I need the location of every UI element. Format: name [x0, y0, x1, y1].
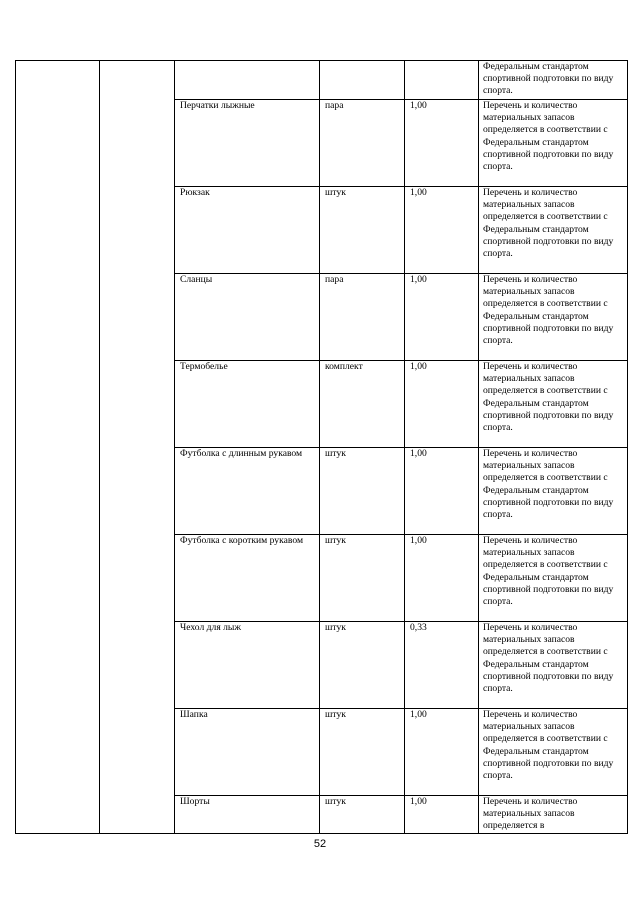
- table-row: [16, 61, 628, 100]
- unit-cell: комплект: [320, 361, 405, 448]
- quantity-cell: 1,00: [405, 100, 479, 187]
- item-name-cell: Сланцы: [175, 274, 320, 361]
- note-cell: Федеральным стандартом спортивной подготовки по виду спорта.: [479, 61, 628, 100]
- unit-cell: пара: [320, 100, 405, 187]
- item-name-cell: Шапка: [175, 709, 320, 796]
- unit-cell: штук: [320, 709, 405, 796]
- note-cell: Перечень и количество материальных запасов определяется в соответствии с Федеральным стандартом спортивной подготовки по виду спорта.: [479, 361, 628, 448]
- note-cell: Перечень и количество материальных запасов определяется в соответствии с Федеральным стандартом спортивной подготовки по виду спорта.: [479, 448, 628, 535]
- quantity-cell: 0,33: [405, 622, 479, 709]
- item-name-cell: Чехол для лыж: [175, 622, 320, 709]
- merged-cell-col1: [16, 61, 100, 834]
- quantity-cell: 1,00: [405, 796, 479, 834]
- item-name-cell: Рюкзак: [175, 187, 320, 274]
- note-cell: Перечень и количество материальных запасов определяется в соответствии с Федеральным стандартом спортивной подготовки по виду спорта.: [479, 622, 628, 709]
- item-name-cell: Термобелье: [175, 361, 320, 448]
- note-cell: Перечень и количество материальных запасов определяется в соответствии с Федеральным стандартом спортивной подготовки по виду спорта.: [479, 535, 628, 622]
- unit-cell: штук: [320, 187, 405, 274]
- quantity-cell: 1,00: [405, 448, 479, 535]
- merged-cell-col2: [100, 61, 175, 834]
- table-body: [16, 61, 628, 834]
- note-cell: Перечень и количество материальных запасов определяется в соответствии с Федеральным стандартом спортивной подготовки по виду спорта.: [479, 187, 628, 274]
- unit-cell: [320, 61, 405, 100]
- unit-cell: штук: [320, 622, 405, 709]
- item-name-cell: Футболка с коротким рукавом: [175, 535, 320, 622]
- quantity-cell: [405, 61, 479, 100]
- quantity-cell: 1,00: [405, 361, 479, 448]
- page-number: 52: [313, 838, 327, 850]
- unit-cell: пара: [320, 274, 405, 361]
- item-name-cell: Футболка с длинным рукавом: [175, 448, 320, 535]
- unit-cell: штук: [320, 448, 405, 535]
- unit-cell: штук: [320, 535, 405, 622]
- quantity-cell: 1,00: [405, 187, 479, 274]
- materials-table: [15, 60, 628, 834]
- unit-cell: штук: [320, 796, 405, 834]
- quantity-cell: 1,00: [405, 709, 479, 796]
- note-cell: Перечень и количество материальных запасов определяется в соответствии с Федеральным стандартом спортивной подготовки по виду спорта.: [479, 274, 628, 361]
- note-cell: Перечень и количество материальных запасов определяется в соответствии с Федеральным стандартом спортивной подготовки по виду спорта.: [479, 100, 628, 187]
- item-name-cell: [175, 61, 320, 100]
- item-name-cell: Шорты: [175, 796, 320, 834]
- quantity-cell: 1,00: [405, 274, 479, 361]
- item-name-cell: Перчатки лыжные: [175, 100, 320, 187]
- quantity-cell: 1,00: [405, 535, 479, 622]
- note-cell: Перечень и количество материальных запасов определяется в соответствии с Федеральным стандартом спортивной подготовки по виду спорта.: [479, 709, 628, 796]
- note-cell: Перечень и количество материальных запасов определяется в: [479, 796, 628, 834]
